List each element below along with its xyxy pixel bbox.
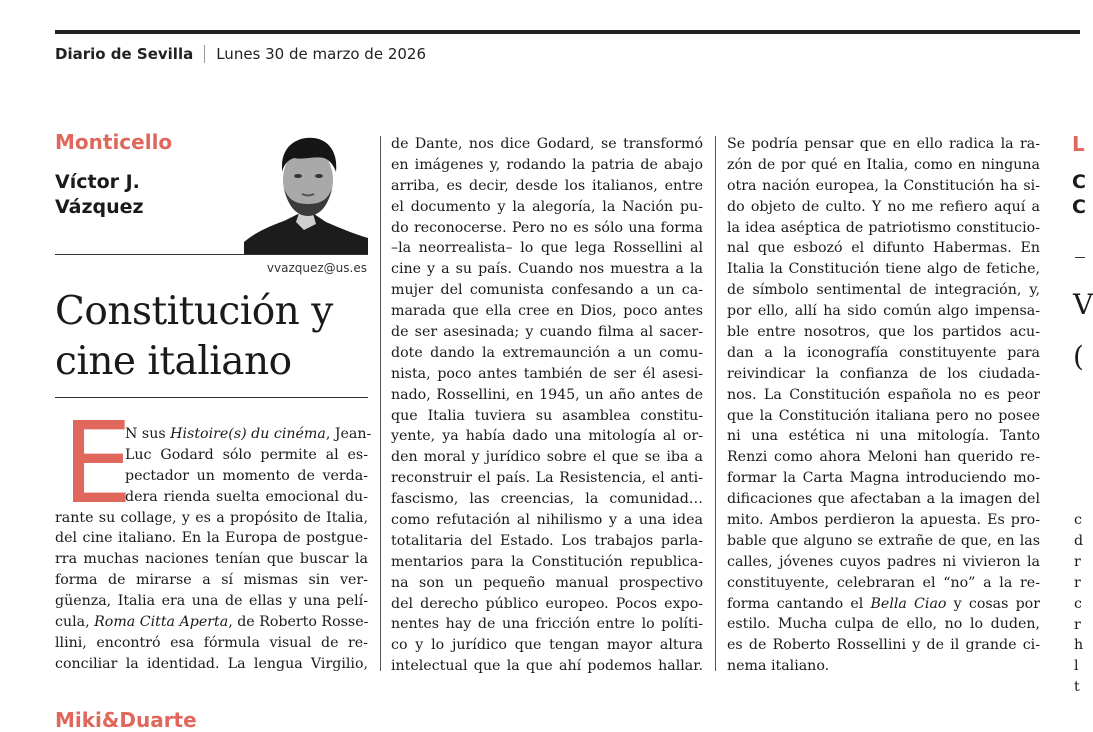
author-last-name: Vázquez xyxy=(55,196,144,218)
text-line: dera rienda suelta emocional du- xyxy=(125,488,368,505)
author-first-name: Víctor J. xyxy=(55,171,140,193)
text-line: güenza, Italia era una de ellas y una pelí- xyxy=(55,593,368,610)
text-line: ni una estética ni una mitología. Tanto xyxy=(727,428,1040,445)
text-line: mito. Ambos perdieron la apuesta. Es pro- xyxy=(727,512,1040,529)
newspaper-name: Diario de Sevilla xyxy=(55,45,194,63)
top-rule xyxy=(55,30,1080,34)
text-line: –la neorrealista– lo que lega Rossellini al xyxy=(391,240,703,257)
author-portrait xyxy=(244,130,368,254)
next-section-title: Miki&Duarte xyxy=(55,708,197,732)
text-line: pectador un momento de verda- xyxy=(125,467,368,484)
adjacent-letter: c xyxy=(1074,595,1082,612)
text-line: dificaciones que afectaban a la imagen del xyxy=(727,491,1040,508)
text-line: el documento y la alegoría, la Nación pu- xyxy=(391,198,703,215)
text-line: arriba, es decir, desde los italianos, entre xyxy=(391,177,703,194)
text-line: otra nación europea, la Constitución ha si- xyxy=(727,177,1040,194)
author-email[interactable]: vvazquez@us.es xyxy=(266,261,367,275)
text-line: Se podría pensar que en ello radica la ra- xyxy=(727,136,1040,152)
text-line: Renzi como ahora Meloni han querido re- xyxy=(727,449,1040,466)
text-line: estilo. Mucha culpa de ello, no lo duden, xyxy=(727,616,1040,633)
adjacent-section-fragment: L xyxy=(1072,132,1085,156)
text-line: Luc Godard sólo permite al es- xyxy=(125,446,368,463)
text-line: na son un pequeño manual prospectivo xyxy=(391,574,703,591)
text-line: de Dante, nos dice Godard, se transformó xyxy=(391,136,703,152)
text-line: nema italiano. xyxy=(727,658,830,675)
text-line: por ello, allí ha sido común algo impensa- xyxy=(727,303,1040,320)
text-line: reconstruir el país. La Resistencia, el anti- xyxy=(391,470,703,487)
text-line: intelectual que la que ahí podemos hallar. xyxy=(391,658,703,675)
text-line: del cine italiano. En la Europa de postgue- xyxy=(55,530,368,547)
text-line: la idea aséptica de patriotismo constitucio- xyxy=(727,219,1040,236)
text-line: nos. La Constitución española no es peor xyxy=(727,386,1040,403)
article-column-1 xyxy=(55,424,372,675)
text-line: es de Roberto Rossellini y de il grande ci- xyxy=(727,637,1040,654)
adjacent-title-line-2: ( xyxy=(1073,340,1084,373)
text-line: forma de mirarse a sí mismas sin ver- xyxy=(55,572,368,589)
text-line: de símbolo sentimental de integración, y, xyxy=(727,282,1040,299)
section-name: Monticello xyxy=(55,130,173,154)
text-line: cula, Roma Citta Aperta, de Roberto Rosse- xyxy=(55,614,369,631)
column-divider-2 xyxy=(715,136,716,671)
title-line-1: Constitución y xyxy=(55,289,333,334)
text-line: calles, jóvenes cuyos padres ni vivieron la xyxy=(727,553,1040,570)
text-line: dote dando la extremaunción a un comu- xyxy=(391,344,703,361)
adjacent-letter: c xyxy=(1074,512,1082,528)
italic-title: Bella Ciao xyxy=(870,595,947,612)
adjacent-letter: h xyxy=(1074,637,1084,654)
text-line: marada que ella cree en Dios, poco antes xyxy=(391,303,703,320)
text-line: mentarios para la Constitución republica- xyxy=(391,553,703,570)
adjacent-rule xyxy=(1075,257,1085,258)
text-line: formar la Carta Magna introduciendo mo- xyxy=(727,470,1040,487)
text-line: nentes hay de una fricción entre lo políti- xyxy=(391,616,703,633)
text-line: N sus Histoire(s) du cinéma, Jean- xyxy=(125,426,372,442)
text-line: ble entre nosotros, que los partidos acu- xyxy=(727,324,1040,341)
text-line: do reconocerse. Pero no es sólo una forma xyxy=(391,219,703,236)
drop-cap: E xyxy=(62,399,133,529)
text-line: yente, ya había dado una mitología al or- xyxy=(391,428,703,445)
header-divider xyxy=(204,45,205,63)
adjacent-article-fragment xyxy=(1070,0,1093,723)
adjacent-letter: r xyxy=(1074,616,1081,633)
text-line: que Italia tuviera su asamblea constitu- xyxy=(391,407,703,424)
author-rule xyxy=(55,254,368,255)
italic-title: Histoire(s) du cinéma xyxy=(170,426,326,442)
page-header xyxy=(55,44,426,64)
title-rule xyxy=(55,397,368,398)
adjacent-author-fragment xyxy=(1072,170,1086,220)
adjacent-letter: d xyxy=(1074,532,1084,549)
text-line: nado, Rossellini, en 1945, un año antes de xyxy=(391,386,703,403)
column-divider-1 xyxy=(380,136,381,671)
text-line: como refutación al nihilismo y a una idea xyxy=(391,512,703,529)
text-line: do objeto de culto. Y no me refiero aquí a xyxy=(727,198,1040,215)
adjacent-letter: l xyxy=(1074,658,1079,675)
text-line: nista, poco antes también de ser él asesi- xyxy=(391,365,703,382)
adjacent-text-fragments xyxy=(1074,510,1083,698)
text-line: de ser asesinada; y cuando filma al sacer- xyxy=(391,324,703,341)
adjacent-letter: r xyxy=(1074,553,1081,570)
text-line: totalitaria del Estado. Los trabajos parla- xyxy=(391,532,703,549)
article-column-3 xyxy=(727,134,1040,677)
author-name xyxy=(55,170,144,220)
text-line: reivindicar la confianza de los ciudada- xyxy=(727,365,1040,382)
article-title xyxy=(55,287,333,387)
text-line: cine y a su país. Cuando nos muestra a la xyxy=(391,261,703,278)
text-line: en imágenes y, rodando la patria de abajo xyxy=(391,156,703,173)
italic-title: Roma Citta Aperta xyxy=(94,614,229,631)
text-line: constituyente, celebraran el “no” a la re- xyxy=(727,574,1040,591)
issue-date: Lunes 30 de marzo de 2026 xyxy=(216,45,426,63)
text-line: zón de por qué en Italia, como en ninguna xyxy=(727,156,1040,173)
text-line: rra muchas naciones tenían que buscar la xyxy=(55,551,368,568)
article-column-2 xyxy=(391,134,703,677)
text-line: dan a la iconografía constituyente para xyxy=(727,344,1040,361)
text-line: bable que alguno se extrañe de que, en las xyxy=(727,532,1040,549)
adjacent-author-line-2: C xyxy=(1072,196,1086,218)
text-line: den moral y jurídico sobre el que se iba a xyxy=(391,449,703,466)
text-line: conciliar la identidad. La lengua Virgilio, xyxy=(55,655,368,672)
text-line: rante su collage, y es a propósito de Italia, xyxy=(55,509,368,526)
text-line: fascismo, las creencias, la comunidad… xyxy=(391,491,703,508)
text-line: forma cantando el Bella Ciao y cosas por xyxy=(727,595,1040,612)
text-line: co y lo jurídico que tengan mayor altura xyxy=(391,637,703,654)
adjacent-letter: t xyxy=(1074,679,1080,696)
adjacent-author-line-1: C xyxy=(1072,171,1086,193)
text-line: Italia la Constitución tiene algo de fetiche, xyxy=(727,261,1040,278)
text-line: llini, encontró esa fórmula visual de re- xyxy=(55,634,368,651)
text-line: del derecho público europeo. Pocos expo- xyxy=(391,595,703,612)
text-line: mujer del comunista confesando a un ca- xyxy=(391,282,703,299)
title-line-2: cine italiano xyxy=(55,339,292,384)
text-line: nal que esbozó el difunto Habermas. En xyxy=(727,240,1040,257)
adjacent-title-line-1: V xyxy=(1073,288,1093,321)
text-line: que la Constitución italiana pero no posee xyxy=(727,407,1040,424)
adjacent-letter: r xyxy=(1074,574,1081,591)
